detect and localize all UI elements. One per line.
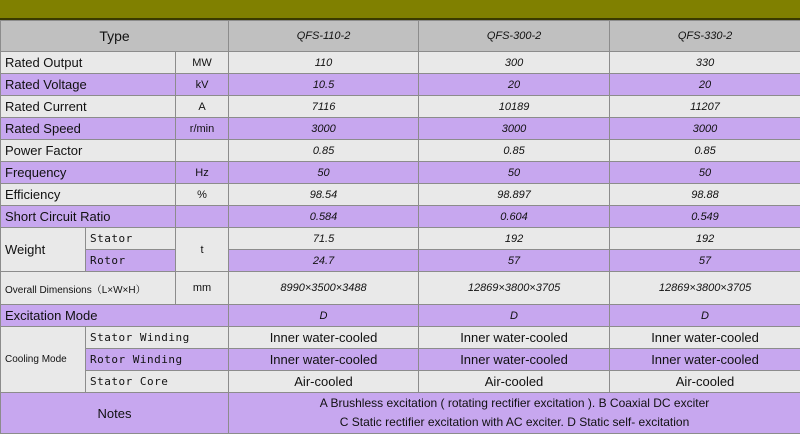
cell-value: 3000 [419,118,610,140]
cell-value: Air-cooled [229,371,419,393]
table-row-rated-output [1,52,800,74]
model-header: QFS-330-2 [610,21,800,52]
row-label: Power Factor [1,140,176,162]
cell-value: Air-cooled [419,371,610,393]
cell-value: Inner water-cooled [419,349,610,371]
cell-value: 8990×3500×3488 [229,272,419,305]
cell-value: 71.5 [229,228,419,250]
cell-value: Inner water-cooled [229,349,419,371]
cell-value: Inner water-cooled [419,327,610,349]
cell-value: 12869×3800×3705 [419,272,610,305]
cell-value: 3000 [610,118,800,140]
cell-value: D [610,305,800,327]
cell-value: D [419,305,610,327]
row-label: Rated Voltage [1,74,176,96]
cell-value: 3000 [229,118,419,140]
row-label: Excitation Mode [1,305,229,327]
table-row-weight-stator [1,228,800,250]
row-unit: r/min [176,118,229,140]
cell-value: 0.85 [610,140,800,162]
cell-value: 50 [419,162,610,184]
row-unit: Hz [176,162,229,184]
notes-line-1: A Brushless excitation ( rotating rectifier excitation ). B Coaxial DC exciter [233,394,796,413]
table-row-weight-rotor [1,250,800,272]
cell-value: 192 [419,228,610,250]
notes-line-2: C Static rectifier excitation with AC exciter. D Static self- excitation [233,413,796,432]
notes-label: Notes [1,393,229,434]
table-row-rated-voltage [1,74,800,96]
cell-value: 192 [610,228,800,250]
sub-label: Rotor [86,250,176,272]
cell-value: 0.85 [419,140,610,162]
cell-value: 98.88 [610,184,800,206]
row-label: Rated Current [1,96,176,118]
row-label: Efficiency [1,184,176,206]
row-unit: t [176,228,229,272]
cell-value: 0.549 [610,206,800,228]
cell-value: 50 [229,162,419,184]
row-label: Rated Speed [1,118,176,140]
table-row-power-factor [1,140,800,162]
row-label: Frequency [1,162,176,184]
cell-value: Inner water-cooled [229,327,419,349]
row-unit: MW [176,52,229,74]
cell-value: 98.54 [229,184,419,206]
table-row-cooling-stator-winding [1,327,800,349]
cell-value: 24.7 [229,250,419,272]
cell-value: 57 [419,250,610,272]
cell-value: D [229,305,419,327]
cell-value: 300 [419,52,610,74]
cell-value: Inner water-cooled [610,349,800,371]
cell-value: 0.604 [419,206,610,228]
cell-value: 0.85 [229,140,419,162]
cell-value: 20 [419,74,610,96]
table-header-row [1,21,800,52]
weight-label: Weight [1,228,86,272]
row-unit: kV [176,74,229,96]
specs-table [0,20,800,434]
cell-value: 20 [610,74,800,96]
cell-value: 50 [610,162,800,184]
cell-value: 110 [229,52,419,74]
row-unit [176,140,229,162]
row-unit: % [176,184,229,206]
row-unit: A [176,96,229,118]
table-row-rated-speed [1,118,800,140]
table-row-overall-dimensions [1,272,800,305]
table-row-short-circuit-ratio [1,206,800,228]
cell-value: 12869×3800×3705 [610,272,800,305]
cell-value: 7116 [229,96,419,118]
table-row-efficiency [1,184,800,206]
sub-label: Stator Winding [86,327,229,349]
row-unit [176,206,229,228]
top-banner [0,0,800,20]
cell-value: 10.5 [229,74,419,96]
cell-value: 11207 [610,96,800,118]
cell-value: Air-cooled [610,371,800,393]
sub-label: Stator Core [86,371,229,393]
notes-text [229,393,800,434]
row-label: Overall Dimensions（L×W×H） [1,272,176,305]
table-row-notes [1,393,800,434]
table-row-cooling-rotor-winding [1,349,800,371]
sub-label: Stator [86,228,176,250]
cell-value: 98.897 [419,184,610,206]
row-label: Rated Output [1,52,176,74]
model-header: QFS-300-2 [419,21,610,52]
table-row-frequency [1,162,800,184]
table-row-cooling-stator-core [1,371,800,393]
sub-label: Rotor Winding [86,349,229,371]
table-row-rated-current [1,96,800,118]
cell-value: 330 [610,52,800,74]
cell-value: 10189 [419,96,610,118]
type-header: Type [1,21,229,52]
cell-value: 57 [610,250,800,272]
cell-value: 0.584 [229,206,419,228]
row-unit: mm [176,272,229,305]
model-header: QFS-110-2 [229,21,419,52]
cooling-mode-label: Cooling Mode [1,327,86,393]
row-label: Short Circuit Ratio [1,206,176,228]
table-row-excitation-mode [1,305,800,327]
cell-value: Inner water-cooled [610,327,800,349]
